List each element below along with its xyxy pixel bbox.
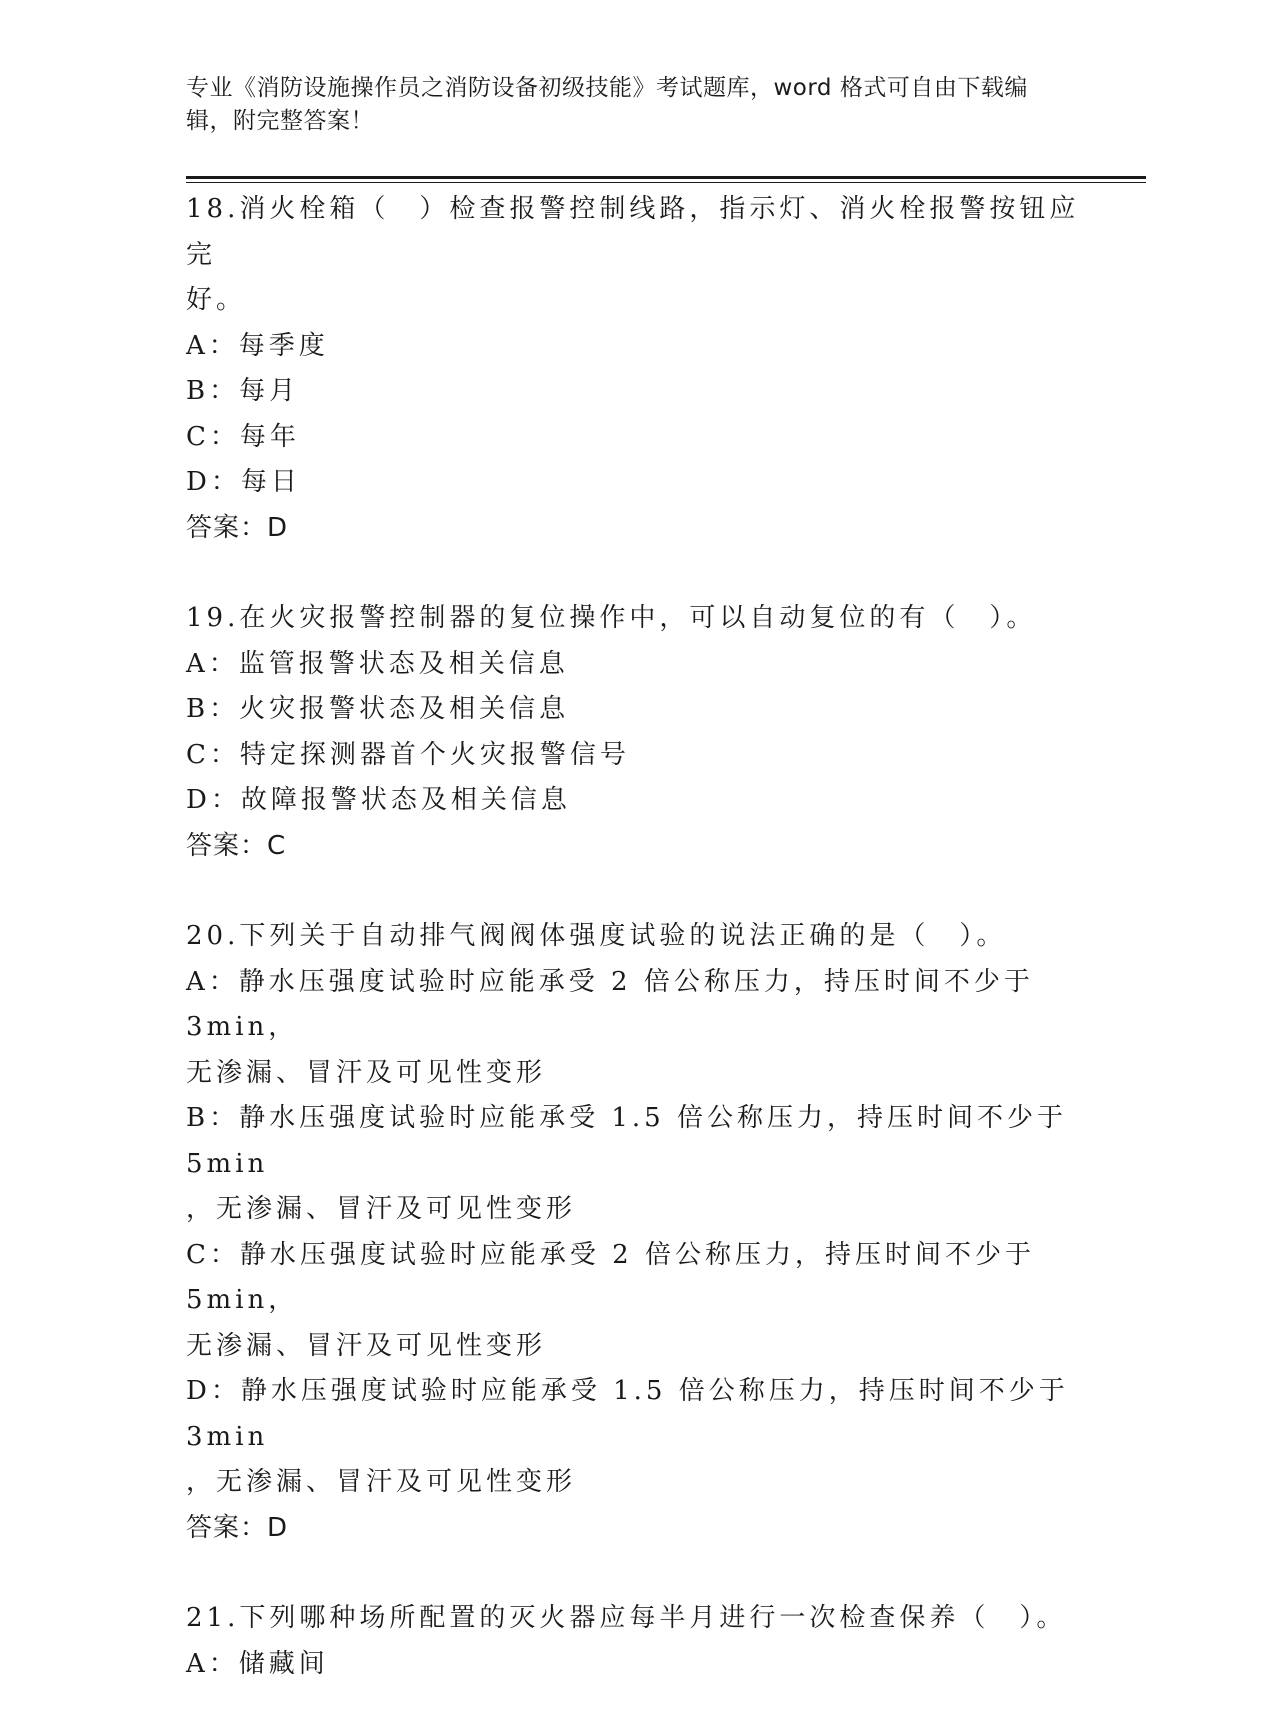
option-c-continued: 无渗漏、冒汗及可见性变形: [186, 1330, 547, 1361]
option-c: C：每年: [186, 421, 300, 452]
header-divider-thick: [186, 176, 1146, 179]
option-b-continued: ，无渗漏、冒汗及可见性变形: [186, 1194, 577, 1224]
answer: 答案：C: [186, 830, 287, 861]
option-a: A：静水压强度试验时应能承受 2 倍公称压力，持压时间不少于 3min，: [186, 966, 1034, 1042]
option-d: D：静水压强度试验时应能承受 1.5 倍公称压力，持压时间不少于 3min: [186, 1376, 1069, 1452]
option-a-continued: 无渗漏、冒汗及可见性变形: [186, 1057, 547, 1088]
question-stem: 好。: [186, 285, 247, 315]
header-line-1: 专业《消防设施操作员之消防设备初级技能》考试题库，word 格式可自由下载编: [186, 75, 1028, 101]
question-18: [186, 187, 1086, 551]
question-stem: 18.消火栓箱（ ）检查报警控制线路，指示灯、消火栓报警按钮应完: [186, 194, 1080, 270]
question-21: [186, 1596, 1086, 1687]
option-a: A：每季度: [186, 330, 329, 361]
option-b: B：火灾报警状态及相关信息: [186, 694, 570, 724]
question-20: [186, 914, 1086, 1551]
option-c: C：特定探测器首个火灾报警信号: [186, 739, 630, 770]
question-list: [186, 187, 1086, 1732]
option-b: B：每月: [186, 376, 300, 406]
question-stem: 21.下列哪种场所配置的灭火器应每半月进行一次检查保养（ ）。: [186, 1603, 1067, 1633]
header-line-2: 辑，附完整答案！: [186, 108, 374, 134]
option-b: B：静水压强度试验时应能承受 1.5 倍公称压力，持压时间不少于 5min: [186, 1103, 1067, 1179]
option-d: D：每日: [186, 467, 301, 497]
document-header: [186, 72, 1066, 138]
option-a: A：储藏间: [186, 1648, 329, 1679]
header-divider-thin: [186, 182, 1146, 183]
option-d: D：故障报警状态及相关信息: [186, 785, 571, 815]
option-d-continued: ，无渗漏、冒汗及可见性变形: [186, 1467, 577, 1497]
question-stem: 20.下列关于自动排气阀阀体强度试验的说法正确的是（ ）。: [186, 921, 1007, 951]
answer: 答案：D: [186, 512, 289, 543]
option-c: C：静水压强度试验时应能承受 2 倍公称压力，持压时间不少于 5min，: [186, 1239, 1035, 1315]
question-19: [186, 596, 1086, 869]
question-stem: 19.在火灾报警控制器的复位操作中，可以自动复位的有（ ）。: [186, 603, 1037, 633]
answer: 答案：D: [186, 1512, 289, 1543]
option-a: A：监管报警状态及相关信息: [186, 648, 569, 679]
